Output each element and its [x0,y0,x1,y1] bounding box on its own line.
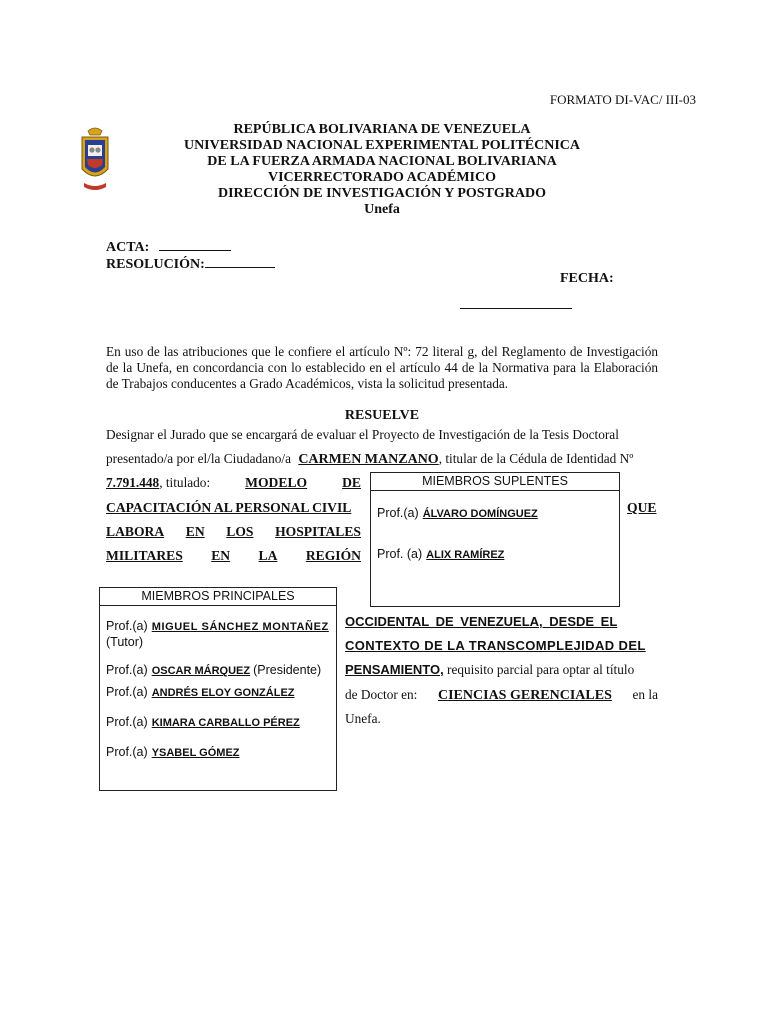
suplente-member [377,506,538,520]
title-word: DE [342,475,361,490]
header-line: DE LA FUERZA ARMADA NACIONAL BOLIVARIANA [207,154,557,169]
member-role: (Tutor) [106,635,144,649]
header-line: UNIVERSIDAD NACIONAL EXPERIMENTAL POLITÉCNICA [183,138,581,153]
doctor-text: de Doctor en: [345,687,418,702]
header-line: Unefa [364,202,400,217]
member-name: YSABEL GÓMEZ [151,747,240,759]
header-line: VICERRECTORADO ACADÉMICO [267,170,497,185]
title-word: EN [185,524,205,539]
title-segment: CONTEXTO DE LA TRANSCOMPLEJIDAD DEL [345,638,646,653]
principal-member [106,715,300,729]
title-word: LOS [226,524,254,539]
resolucion-label: RESOLUCIÓN: [106,257,205,272]
university-crest-logo [78,125,112,197]
cedula-text: , titular de la Cédula de Identidad Nº [438,451,634,466]
principal-member [106,663,321,677]
suplentes-title: MIEMBROS SUPLENTES [371,473,619,491]
member-prefix: Prof.(a) [106,663,148,677]
body-line-3b [106,500,361,516]
title-word: MILITARES [106,548,183,563]
member-name: ANDRÉS ELOY GONZÁLEZ [151,687,295,699]
body-line-7 [345,638,658,654]
principal-member [106,619,329,650]
principal-member [106,685,295,699]
resolucion-blank [205,255,275,268]
principales-title: MIEMBROS PRINCIPALES [100,588,336,606]
title-segment: PENSAMIENTO, [345,662,444,677]
title-word: REGIÓN [305,548,361,563]
acta-field [106,238,231,256]
cedula-number: 7.791.448 [106,475,160,490]
body-line-3 [106,475,361,491]
body-line-que [627,500,656,516]
member-name: ALIX RAMÍREZ [426,549,505,561]
body-line-1: Designar el Jurado que se encargará de evaluar el Proyecto de Investigación de la Tesis Doctoral [106,427,619,442]
requisito-text: requisito parcial para optar al título [443,662,635,677]
member-name: ÁLVARO DOMÍNGUEZ [422,508,538,520]
body-line-10: Unefa. [345,711,381,726]
member-prefix: Prof. (a) [377,547,423,561]
body-line-8 [345,662,634,678]
body-line-6 [345,614,658,630]
title-word: LA [258,548,278,563]
header-line: REPÚBLICA BOLIVARIANA DE VENEZUELA [233,122,531,137]
member-prefix: Prof.(a) [377,506,419,520]
suplentes-box [370,472,620,607]
institution-header [160,122,604,218]
presented-by-text: presentado/a por el/la Ciudadano/a [106,451,291,466]
member-prefix: Prof.(a) [106,685,148,699]
member-prefix: Prof.(a) [106,715,148,729]
fecha-label: FECHA: [560,271,614,286]
member-name: KIMARA CARBALLO PÉREZ [151,717,300,729]
acta-label: ACTA: [106,240,150,255]
format-code: FORMATO DI-VAC/ III-03 [549,92,696,107]
member-prefix: Prof.(a) [106,619,148,633]
citizen-name: CARMEN MANZANO [298,452,439,467]
acta-blank [159,238,231,251]
title-segment: CAPACITACIÓN AL PERSONAL CIVIL [106,500,352,515]
body-line-5 [106,548,361,564]
titulado-text: , titulado: [159,475,211,490]
member-role: (Presidente) [253,663,322,677]
resolucion-field [106,255,275,273]
body-line-2 [106,451,633,468]
en-la-text: en la [632,687,658,702]
principales-box [99,587,337,791]
title-word: MODELO [245,475,308,490]
member-name: OSCAR MÁRQUEZ [151,665,251,677]
header-line: DIRECCIÓN DE INVESTIGACIÓN Y POSTGRADO [217,186,546,201]
suplente-member [377,547,504,561]
fecha-blank [460,298,572,309]
principal-member [106,745,240,759]
title-word: HOSPITALES [275,524,361,539]
intro-paragraph: En uso de las atribuciones que le confiere el artículo Nº: 72 literal g, del Reglamento de Investigación de la Unefa, en concordancia con lo establecido en el artículo 44 de la Normativa para la Elaboración de Trabajos conducentes a Grado Académicos, vista la solicitud presentada. [106,344,658,391]
body-line-4 [106,524,361,540]
resuelve-heading: RESUELVE [344,408,420,423]
title-word: QUE [627,500,657,515]
title-word: LABORA [106,524,165,539]
degree-name: CIENCIAS GERENCIALES [438,688,612,703]
title-segment: OCCIDENTAL DE VENEZUELA, DESDE EL [345,614,618,629]
body-line-9 [345,687,658,704]
member-prefix: Prof.(a) [106,745,148,759]
title-word: EN [211,548,231,563]
member-name: MIGUEL SÁNCHEZ MONTAÑEZ [151,621,329,633]
